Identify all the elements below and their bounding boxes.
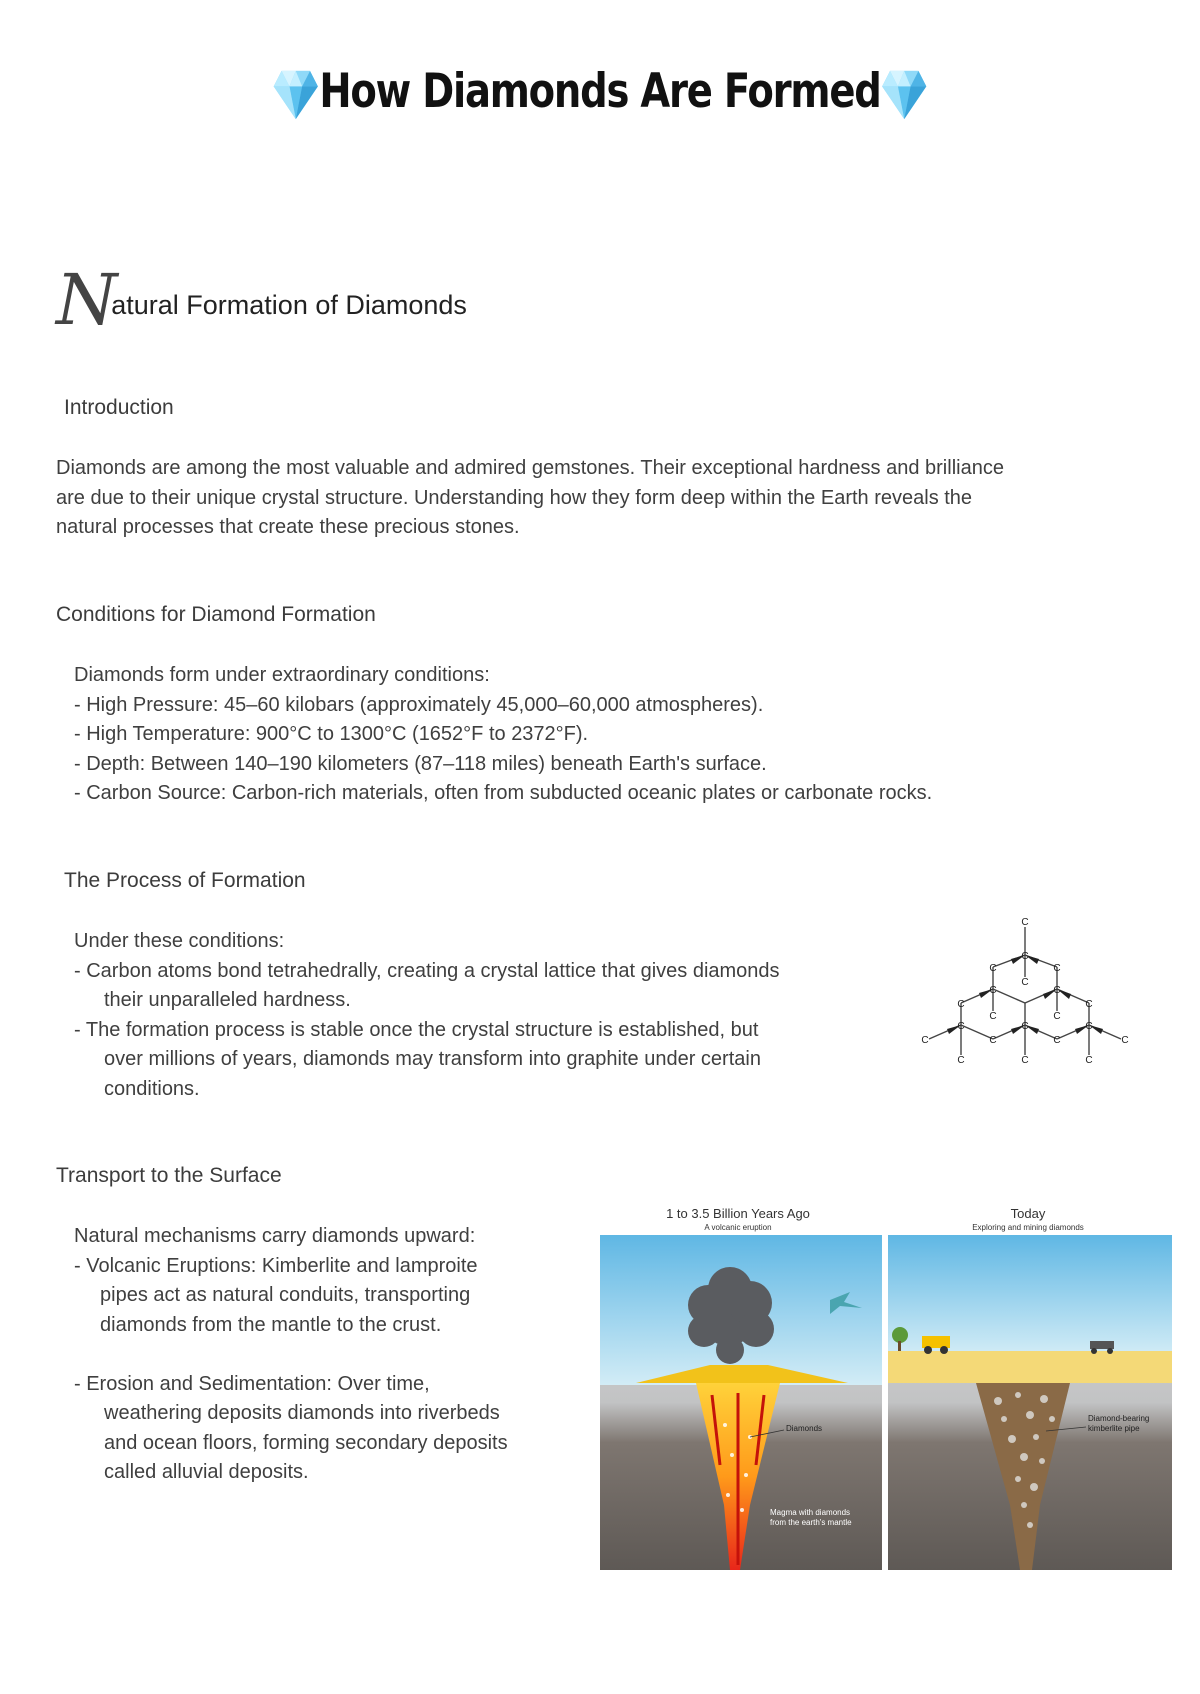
section-title (56, 255, 467, 341)
right-panel-subtitle: Exploring and mining diamonds (972, 1223, 1084, 1232)
process-line: over millions of years, diamonds may transform into graphite under certain (104, 1048, 761, 1070)
left-panel (600, 1235, 882, 1570)
magma-label-1: Magma with diamonds (770, 1508, 851, 1517)
process-heading: The Process of Formation (64, 869, 306, 892)
pipe-label-1: Diamond-bearing (1088, 1414, 1150, 1423)
svg-text:C: C (1021, 1055, 1029, 1066)
left-panel-subtitle: A volcanic eruption (704, 1223, 772, 1232)
conditions-line: - High Pressure: 45–60 kilobars (approximately 45,000–60,000 atmospheres). (74, 693, 764, 716)
process-line: - Carbon atoms bond tetrahedrally, creating a crystal lattice that gives diamonds (74, 959, 780, 982)
svg-text:C: C (957, 1055, 965, 1066)
intro-line: natural processes that create these precious stones. (56, 516, 520, 538)
process-line: - The formation process is stable once the crystal structure is established, but (74, 1018, 759, 1041)
transport-line: weathering deposits diamonds into riverbeds (104, 1402, 500, 1424)
svg-text:C: C (921, 1035, 929, 1046)
page-title (108, 64, 1092, 121)
intro-line: are due to their unique crystal structure. Understanding how they form deep within the Earth reveals the (56, 486, 973, 509)
svg-text:C: C (1053, 963, 1061, 974)
svg-text:C: C (1021, 951, 1029, 962)
transport-line: pipes act as natural conduits, transporting (100, 1284, 471, 1306)
conditions-line: Diamonds form under extraordinary conditions: (74, 664, 490, 686)
process-line: their unparalleled hardness. (104, 989, 351, 1011)
transport-line: - Volcanic Eruptions: Kimberlite and lamproite (74, 1254, 478, 1277)
process-list (74, 927, 780, 1104)
diamonds-label: Diamonds (786, 1424, 823, 1433)
magma-label-2: from the earth's mantle (770, 1518, 852, 1527)
conditions-list (74, 661, 932, 809)
svg-text:C: C (1053, 1011, 1061, 1022)
kimberlite-pipe-illustration (600, 1205, 1172, 1570)
right-panel (888, 1235, 1172, 1570)
transport-line: Natural mechanisms carry diamonds upward: (74, 1225, 476, 1247)
transport-line: diamonds from the mantle to the crust. (100, 1313, 442, 1336)
intro-heading: Introduction (64, 396, 174, 419)
pipe-label-2: kimberlite pipe (1088, 1424, 1140, 1433)
svg-text:C: C (1085, 999, 1093, 1010)
svg-text:C: C (989, 985, 997, 996)
svg-text:C: C (1021, 977, 1029, 988)
process-line: conditions. (104, 1077, 200, 1100)
svg-text:C: C (957, 1021, 965, 1032)
conditions-line: - Depth: Between 140–190 kilometers (87–118 miles) beneath Earth's surface. (74, 752, 767, 775)
svg-text:C: C (989, 1011, 997, 1022)
gem-icon (881, 69, 929, 121)
svg-text:C: C (1121, 1035, 1129, 1046)
svg-text:C: C (989, 963, 997, 974)
carbon-lattice-diagram (915, 915, 1135, 1090)
svg-text:C: C (1085, 1021, 1093, 1032)
transport-line: called alluvial deposits. (104, 1461, 309, 1483)
process-line: Under these conditions: (74, 930, 285, 952)
svg-text:C: C (957, 999, 965, 1010)
conditions-heading: Conditions for Diamond Formation (56, 603, 376, 626)
conditions-line: - Carbon Source: Carbon-rich materials, often from subducted oceanic plates or carbonate rocks. (74, 782, 933, 804)
transport-heading: Transport to the Surface (56, 1164, 282, 1187)
svg-text:C: C (1021, 1021, 1029, 1032)
intro-line: Diamonds are among the most valuable and admired gemstones. Their exceptional hardness and brilliance (56, 457, 1004, 479)
svg-text:C: C (989, 1035, 997, 1046)
drop-cap: N (56, 259, 118, 341)
svg-text:C: C (1053, 985, 1061, 996)
section-title-text: atural Formation of Diamonds (111, 290, 467, 320)
transport-list (74, 1222, 508, 1488)
svg-text:C: C (1053, 1035, 1061, 1046)
right-panel-title: Today (1010, 1206, 1046, 1221)
intro-paragraph (56, 454, 1004, 543)
transport-line: - Erosion and Sedimentation: Over time, (74, 1372, 430, 1395)
transport-line: and ocean floors, forming secondary deposits (104, 1431, 508, 1454)
left-panel-title: 1 to 3.5 Billion Years Ago (666, 1206, 810, 1221)
svg-text:C: C (1021, 917, 1029, 928)
gem-icon (272, 69, 320, 121)
svg-text:C: C (1085, 1055, 1093, 1066)
conditions-line: - High Temperature: 900°C to 1300°C (1652°F to 2372°F). (74, 723, 589, 745)
page-title-text: How Diamonds Are Formed (319, 64, 881, 119)
